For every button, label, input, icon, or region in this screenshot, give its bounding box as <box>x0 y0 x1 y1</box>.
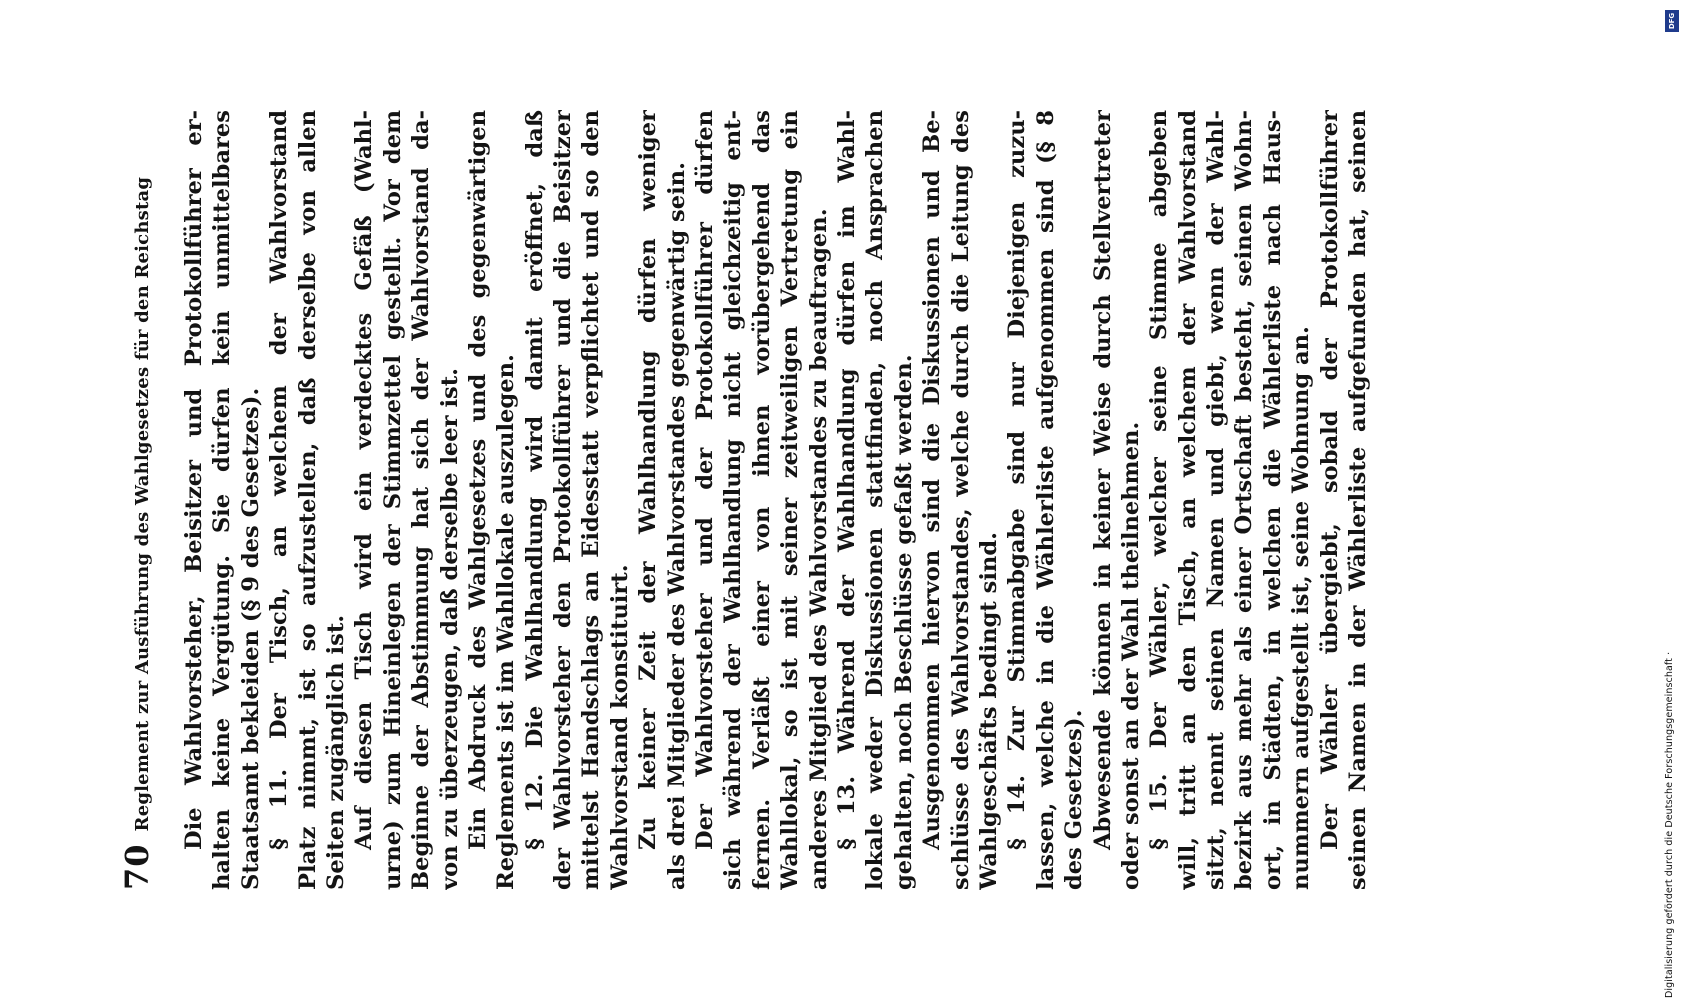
text-line: des Gesetzes). <box>1061 709 1088 890</box>
text-line: § 11. Der Tisch, an welchem der Wahlvorstand <box>266 110 293 850</box>
text-line: Ein Abdruck des Wahlgesetzes und des gegenwärtigen <box>464 110 491 850</box>
text-line: Abwesende können in keiner Weise durch Stellvertreter <box>1089 110 1116 850</box>
text-line: Der Wahlvorsteher und der Protokollführer dürfen <box>692 110 719 850</box>
text-line: gehalten, noch Beschlüsse gefaßt werden. <box>890 354 917 890</box>
text-line: lokale weder Diskussionen stattfinden, noch Ansprachen <box>862 110 889 890</box>
text-line: Beginne der Abstimmung hat sich der Wahlvorstand da- <box>408 110 435 890</box>
text-line: Die Wahlvorsteher, Beisitzer und Protokollführer er- <box>181 110 207 850</box>
text-line: Wahlvorstand konstituirt. <box>606 564 633 890</box>
text-line: § 15. Der Wähler, welcher seine Stimme abgeben <box>1146 110 1173 850</box>
text-line: Wahlgeschäfts bedingt sind. <box>975 532 1002 890</box>
text-line: Reglements ist im Wahllokale auszulegen. <box>493 354 520 890</box>
text-line: ort, in Städten, in welchen die Wählerliste nach Haus- <box>1259 110 1286 890</box>
text-line: halten keine Vergütung. Sie dürfen kein unmittelbares <box>209 110 236 890</box>
text-line: urne) zum Hineinlegen der Stimmzettel gestellt. Vor dem <box>379 110 406 890</box>
text-line: bezirk aus mehr als einer Ortschaft besteht, seinen Wohn- <box>1231 110 1258 890</box>
text-line: mittelst Handschlags an Eidesstatt verpflichtet und so den <box>578 110 605 890</box>
dfg-logo-text: DFG <box>1668 12 1676 30</box>
dfg-logo-icon <box>1665 10 1679 32</box>
text-line: oder sonst an der Wahl theilnehmen. <box>1117 421 1144 890</box>
text-line: Der Wähler übergiebt, sobald der Protokollführer <box>1316 110 1343 850</box>
page-header <box>118 130 158 890</box>
body-text <box>180 110 1372 890</box>
text-line: fernen. Verläßt einer von ihnen vorübergehend das <box>748 110 775 890</box>
text-line: Zu keiner Zeit der Wahlhandlung dürfen weniger <box>635 110 662 850</box>
text-line: anderes Mitglied des Wahlvorstandes zu beauftragen. <box>805 208 832 890</box>
running-title: Reglement zur Ausführung des Wahlgesetzes für den Reichstag <box>132 176 153 832</box>
text-line: der Wahlvorsteher den Protokollführer und die Beisitzer <box>550 110 577 890</box>
text-line: Wahllokal, so ist mit seiner zeitweiligen Vertretung ein <box>777 110 804 890</box>
text-line: Auf diesen Tisch wird ein verdecktes Gefäß (Wahl- <box>351 110 378 850</box>
page-number: 70 <box>118 843 156 890</box>
text-line: § 14. Zur Stimmabgabe sind nur Diejenigen zuzu- <box>1004 110 1031 850</box>
text-line: nummern aufgestellt ist, seine Wohnung an. <box>1288 326 1315 890</box>
text-line: lassen, welche in die Wählerliste aufgenommen sind (§ 8 <box>1032 110 1059 890</box>
text-line: schlüsse des Wahlvorstandes, welche durch die Leitung des <box>947 110 974 890</box>
text-line: sich während der Wahlhandlung nicht gleichzeitig ent- <box>720 110 747 890</box>
text-line: will, tritt an den Tisch, an welchem der Wahlvorstand <box>1174 110 1201 890</box>
text-line: sitzt, nennt seinen Namen und giebt, wenn der Wahl- <box>1203 110 1230 890</box>
text-line: als drei Mitglieder des Wahlvorstandes gegenwärtig sein. <box>663 162 690 890</box>
text-line: Seiten zugänglich ist. <box>322 614 349 890</box>
text-line: Platz nimmt, ist so aufzustellen, daß derselbe von allen <box>294 110 321 890</box>
text-line: seinen Namen in der Wählerliste aufgefunden hat, seinen <box>1345 110 1372 890</box>
text-line: § 13. Während der Wahlhandlung dürfen im Wahl- <box>833 110 860 850</box>
text-line: Ausgenommen hiervon sind die Diskussionen und Be- <box>919 110 946 850</box>
text-line: Staatsamt bekleiden (§ 9 des Gesetzes). <box>237 387 264 890</box>
text-line: § 12. Die Wahlhandlung wird damit eröffnet, daß <box>521 110 548 850</box>
text-line: von zu überzeugen, daß derselbe leer ist. <box>436 367 463 890</box>
digitization-credit: Digitalisierung gefördert durch die Deutsche Forschungsgemeinschaft · <box>1664 651 1675 998</box>
